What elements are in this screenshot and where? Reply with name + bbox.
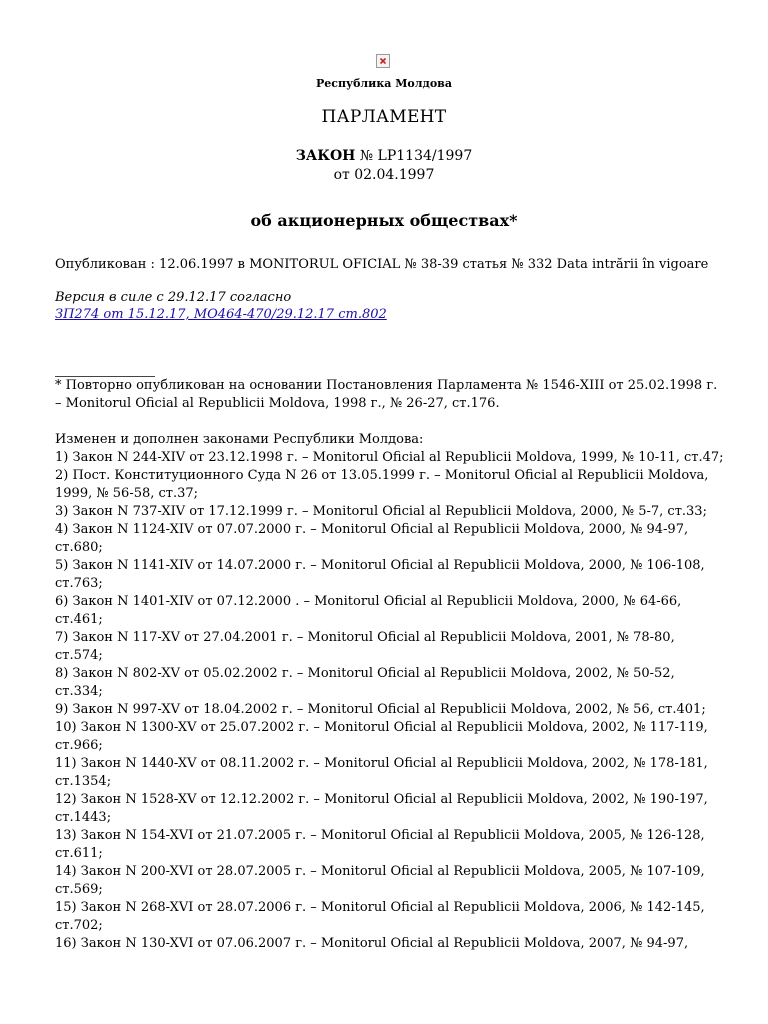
law-word: ЗАКОН xyxy=(295,148,356,164)
amendment-line: 12) Закон N 1528-XV от 12.12.2002 г. – Monitorul Oficial al Republicii Moldova, 2002, № 190-197, xyxy=(55,792,708,807)
law-number: № LP1134/1997 xyxy=(359,148,473,164)
amendment-line: ст.966; xyxy=(55,738,103,753)
amendment-line: ст.461; xyxy=(55,612,103,627)
amendment-line: ст.569; xyxy=(55,882,103,897)
version-label: Версия в силе с 29.12.17 согласно xyxy=(55,290,292,305)
amendment-line: 8) Закон N 802-XV от 05.02.2002 г. – Monitorul Oficial al Republicii Moldova, 2002, № 50-52, xyxy=(55,666,675,681)
amendment-line: ст.763; xyxy=(55,576,103,591)
amendment-line: ст.574; xyxy=(55,648,103,663)
amendment-line: 3) Закон N 737-XIV от 17.12.1999 г. – Monitorul Oficial al Republicii Moldova, 2000, № 5-7, ст.33; xyxy=(55,504,707,519)
amendment-line: 4) Закон N 1124-XIV от 07.07.2000 г. – Monitorul Oficial al Republicii Moldova, 2000, № 94-97, xyxy=(55,522,689,537)
amendment-line: 16) Закон N 130-XVI от 07.06.2007 г. – Monitorul Oficial al Republicii Moldova, 2007, № 94-97, xyxy=(55,936,689,951)
amendments-title: Изменен и дополнен законами Республики Молдова: xyxy=(55,432,424,447)
broken-image-icon xyxy=(376,54,390,68)
amendment-line: 11) Закон N 1440-XV от 08.11.2002 г. – Monitorul Oficial al Republicii Moldova, 2002, № 178-181, xyxy=(55,756,708,771)
amendment-line: 9) Закон N 997-XV от 18.04.2002 г. – Monitorul Oficial al Republicii Moldova, 2002, № 56, ст.401; xyxy=(55,702,706,717)
publication-info: Опубликован : 12.06.1997 в MONITORUL OFICIAL № 38-39 статья № 332 Data intrării în vigoare xyxy=(55,257,709,272)
footnote xyxy=(55,377,735,413)
amendment-line: ст.702; xyxy=(55,918,103,933)
version-link[interactable]: ЗП274 от 15.12.17, MO464-470/29.12.17 ст.802 xyxy=(55,307,387,322)
amendment-line: ст.334; xyxy=(55,684,103,699)
amendments-list xyxy=(55,431,735,953)
footnote-line: – Monitorul Oficial al Republicii Moldova, 1998 г., № 26-27, ст.176. xyxy=(55,396,500,411)
amendment-line: 10) Закон N 1300-XV от 25.07.2002 г. – Monitorul Oficial al Republicii Moldova, 2002, № 117-119, xyxy=(55,720,708,735)
amendment-line: 7) Закон N 117-XV от 27.04.2001 г. – Monitorul Oficial al Republicii Moldova, 2001, № 78-80, xyxy=(55,630,675,645)
amendment-line: 2) Пост. Конституционного Суда N 26 от 13.05.1999 г. – Monitorul Oficial al Republicii Moldova, xyxy=(55,468,709,483)
amendment-line: 15) Закон N 268-XVI от 28.07.2006 г. – Monitorul Oficial al Republicii Moldova, 2006, № 142-145, xyxy=(55,900,705,915)
amendment-line: 1999, № 56-58, ст.37; xyxy=(55,486,199,501)
amendment-line: 5) Закон N 1141-XIV от 14.07.2000 г. – Monitorul Oficial al Republicii Moldova, 2000, № 106-108, xyxy=(55,558,705,573)
footnote-line: * Повторно опубликован на основании Постановления Парламента № 1546-XIII от 25.02.1998 г. xyxy=(55,378,718,393)
amendment-line: ст.1354; xyxy=(55,774,112,789)
law-subject: об акционерных обществах* xyxy=(250,211,518,230)
amendment-line: ст.611; xyxy=(55,846,103,861)
amendment-line: ст.680; xyxy=(55,540,103,555)
law-title xyxy=(0,148,768,164)
parliament-heading: ПАРЛАМЕНТ xyxy=(321,107,447,127)
republic-heading: Республика Молдова xyxy=(316,77,452,90)
amendment-line: 14) Закон N 200-XVI от 28.07.2005 г. – Monitorul Oficial al Republicii Moldova, 2005, № 107-109, xyxy=(55,864,705,879)
law-date: от 02.04.1997 xyxy=(333,167,435,183)
amendment-line: 6) Закон N 1401-XIV от 07.12.2000 . – Monitorul Oficial al Republicii Moldova, 2000, № 64-66, xyxy=(55,594,682,609)
amendment-line: 13) Закон N 154-XVI от 21.07.2005 г. – Monitorul Oficial al Republicii Moldova, 2005, № 126-128, xyxy=(55,828,705,843)
amendment-line: 1) Закон N 244-XIV от 23.12.1998 г. – Monitorul Oficial al Republicii Moldova, 1999, № 10-11, ст.47; xyxy=(55,450,724,465)
amendment-line: ст.1443; xyxy=(55,810,112,825)
